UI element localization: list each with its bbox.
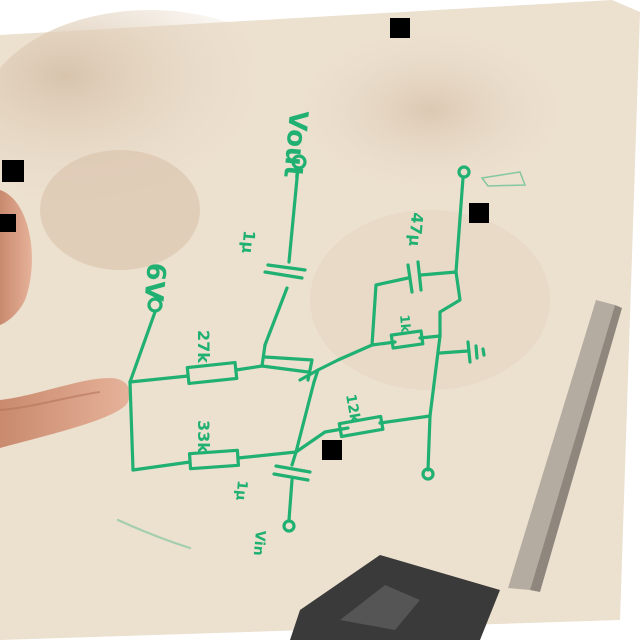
label-output: Vout	[277, 109, 313, 180]
label-cout: 1µ	[238, 229, 259, 255]
label-1k: 1k	[396, 314, 413, 333]
label-cbypass: 47µ	[405, 211, 427, 248]
label-vin: Vin	[249, 529, 268, 557]
label-33k: 33k	[194, 420, 213, 453]
label-cin: 1µ	[232, 479, 250, 502]
label-supply: 6V	[137, 261, 171, 303]
label-27k: 27k	[194, 330, 213, 363]
label-12k: 12k	[342, 392, 363, 425]
